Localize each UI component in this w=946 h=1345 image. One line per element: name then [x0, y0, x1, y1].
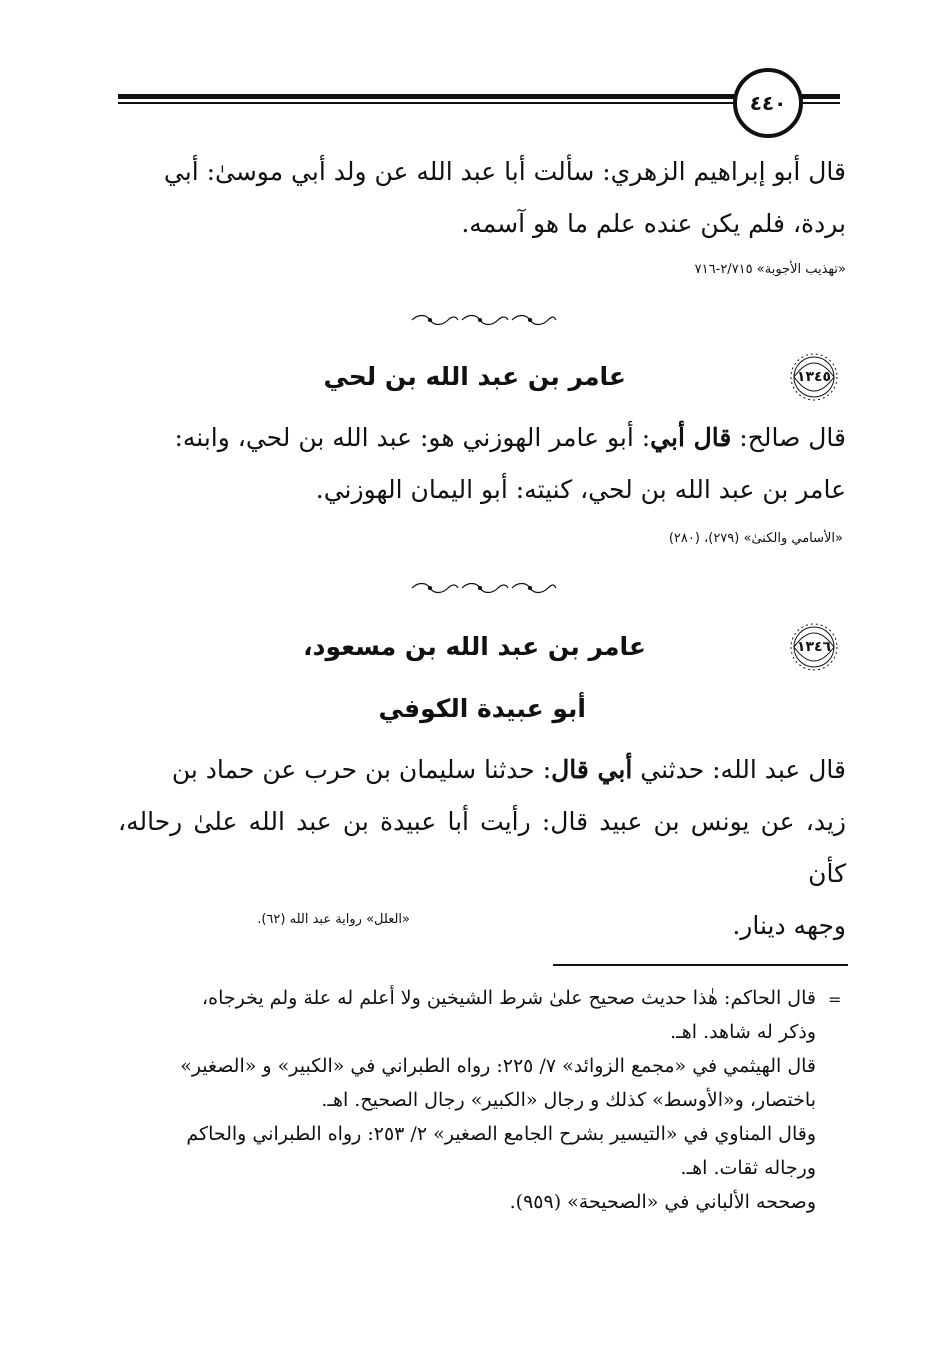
- entry-number-badge: [781, 353, 847, 401]
- entry-number: ١٣٤٥: [796, 369, 832, 385]
- entry-1346-line-3: وجهه دينار.: [732, 911, 846, 940]
- footnote-text: [128, 981, 816, 1219]
- footnote-line: ورجاله ثقات. اهـ.: [680, 1157, 816, 1179]
- entry-heading: عامر بن عبد الله بن لحي: [323, 362, 626, 391]
- entry-heading-line-1: عامر بن عبد الله بن مسعود،: [303, 632, 646, 661]
- entry-1346-text: [118, 744, 846, 952]
- footnote-line: قال الحاكم: هٰذا حديث صحيح علىٰ شرط الشيخين ولا أعلم له علة ولم يخرجاه،: [201, 987, 816, 1009]
- entry-1345-reference: «الأسامي والكنىٰ» (٢٧٩)، (٢٨٠): [668, 531, 843, 546]
- header-rule-stub: [808, 94, 840, 99]
- entry-number: ١٣٤٦: [796, 639, 832, 655]
- bold-phrase: أبي قال: [551, 755, 633, 784]
- footnote-continuation-marker: =: [828, 990, 842, 1009]
- prev-entry-text: [118, 146, 846, 250]
- entry-1345-line-2: عامر بن عبد الله بن لحي، كنيته: أبو اليمان الهوزني.: [315, 475, 846, 504]
- text-run: : أبو عامر الهوزني هو: عبد الله بن لحي، وابنه:: [174, 423, 651, 452]
- footnote-line: باختصار، و«الأوسط» كذلك و رجال «الكبير» رجال الصحيح. اهـ.: [321, 1089, 816, 1111]
- ornament-divider-icon: [408, 581, 558, 595]
- footnote-line: وذكر له شاهد. اهـ.: [670, 1021, 816, 1043]
- prev-entry-line-1: قال أبو إبراهيم الزهري: سألت أبا عبد الله عن ولد أبي موسىٰ: أبي: [163, 157, 846, 186]
- entry-number-badge: [781, 623, 847, 671]
- text-run: : حدثنا سليمان بن حرب عن حماد بن: [171, 755, 552, 784]
- text-run: قال عبد الله: حدثني: [632, 755, 846, 784]
- header-rule: [118, 94, 808, 99]
- prev-entry-line-2: بردة، فلم يكن عنده علم ما هو آسمه.: [461, 209, 846, 238]
- entry-1345-line-1: [118, 412, 846, 464]
- footnote-line: وقال المناوي في «التيسير بشرح الجامع الصغير» ٢/ ٢٥٣: رواه الطبراني والحاكم: [186, 1123, 816, 1145]
- text-run: قال صالح:: [731, 423, 846, 452]
- ornament-divider-icon: [408, 313, 558, 327]
- page-number: ٤٤٠: [733, 68, 803, 138]
- footnote-line: وصححه الألباني في «الصحيحة» (٩٥٩).: [509, 1191, 816, 1213]
- header-rule-thin: [118, 102, 808, 104]
- prev-entry-reference: «تهذيب الأجوبة» ٢/٧١٥-٧١٦: [694, 262, 846, 277]
- header-rule-stub-thin: [808, 102, 840, 104]
- footnote-line: قال الهيثمي في «مجمع الزوائد» ٧/ ٢٢٥: رواه الطبراني في «الكبير» و «الصغير»: [180, 1055, 816, 1077]
- entry-1346-line-1: [118, 744, 846, 796]
- footnote-separator: [553, 964, 848, 966]
- entry-heading-line-2: أبو عبيدة الكوفي: [378, 694, 586, 723]
- entry-1346-line-2: زيد، عن يونس بن عبيد قال: رأيت أبا عبيدة بن عبد الله علىٰ رحاله، كأن: [118, 807, 846, 888]
- bold-phrase: قال أبي: [650, 423, 732, 452]
- entry-1346-reference: «العلل» رواية عبد الله (٦٢).: [257, 912, 410, 927]
- entry-1345-text: [118, 412, 846, 516]
